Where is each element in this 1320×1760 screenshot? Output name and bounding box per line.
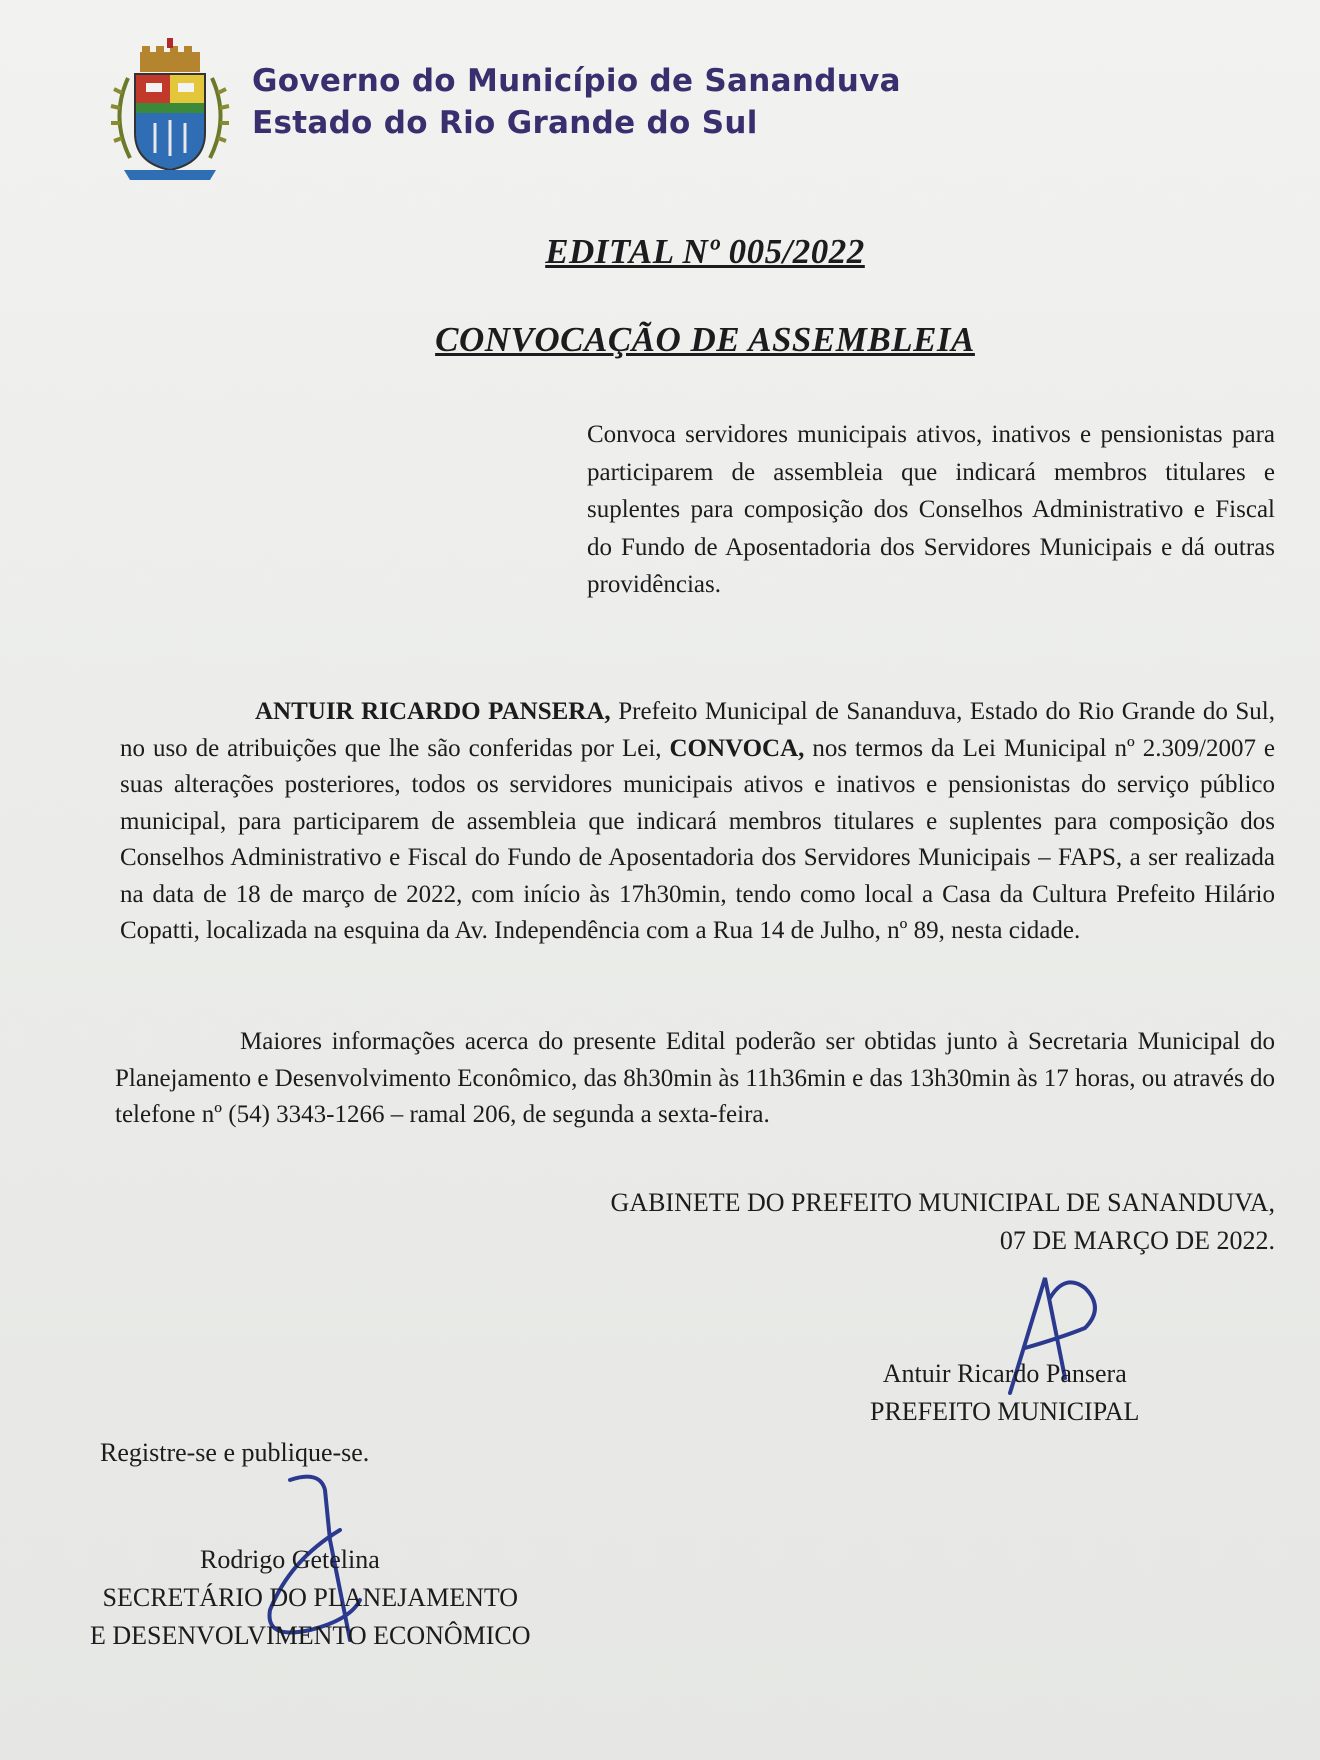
coat-of-arms-icon xyxy=(100,38,240,188)
ementa: Convoca servidores municipais ativos, inativos e pensionistas para participarem de assembleia que indicará membros titulares e suplentes para composição dos Conselhos Administrativo e Fiscal do Fundo de Aposentadoria dos Servidores Municipais e dá outras providências. xyxy=(587,421,1275,598)
paragraph-text: Prefeito Municipal de Sananduva, Estado do Rio Grande do Sul, no uso de atribuições que lhe são conferidas por Lei, xyxy=(120,698,1275,762)
closing-line: GABINETE DO PREFEITO MUNICIPAL DE SANANDUVA, xyxy=(610,1188,1275,1217)
letterhead xyxy=(100,38,920,188)
state-name: Estado do Rio Grande do Sul xyxy=(252,105,758,141)
mayor-name-bold: ANTUIR RICARDO PANSERA, xyxy=(255,698,611,725)
government-name: Governo do Município de Sananduva xyxy=(252,63,901,99)
government-heading xyxy=(252,60,1012,144)
mayor-title: PREFEITO MUNICIPAL xyxy=(870,1397,1140,1426)
secretary-title: SECRETÁRIO DO PLANEJAMENTO xyxy=(102,1583,519,1612)
mayor-signature-block xyxy=(870,1355,1139,1431)
closing-place-date xyxy=(611,1184,1275,1260)
edital-subject: CONVOCAÇÃO DE ASSEMBLEIA xyxy=(435,320,975,359)
convoca-bold: CONVOCA, xyxy=(669,734,805,762)
secretary-title-2: E DESENVOLVIMENTO ECONÔMICO xyxy=(90,1621,531,1650)
edital-number: EDITAL Nº 005/2022 xyxy=(545,232,865,271)
secretary-name: Rodrigo Getelina xyxy=(200,1545,380,1574)
mayor-name: Antuir Ricardo Pansera xyxy=(882,1359,1127,1388)
main-paragraph xyxy=(120,694,1275,950)
secretary-signature-block xyxy=(90,1541,531,1655)
closing-date: 07 DE MARÇO DE 2022. xyxy=(999,1226,1275,1255)
paragraph-text: nos termos da Lei Municipal nº 2.309/2007 e suas alterações posteriores, todos os servidores municipais ativos e inativos e pensionistas do serviço público municipal, para participarem de assembleia que indicará membros titulares e suplentes para composição dos Conselhos Administrativo e Fiscal do Fundo de Aposentadoria dos Servidores Municipais – FAPS, a ser realizada na data de 18 de março de 2022, com início às 17h30min, tendo como local a Casa da Cultura Prefeito Hilário Copatti, localizada na esquina da Av. Independência com a Rua 14 de Julho, nº 89, nesta cidade. xyxy=(120,734,1275,944)
info-paragraph: Maiores informações acerca do presente Edital poderão ser obtidas junto à Secretaria Municipal do Planejamento e Desenvolvimento Econômico, das 8h30min às 11h36min e das 13h30min às 17 horas, ou através do telefone nº (54) 3343-1266 – ramal 206, de segunda a sexta-feira. xyxy=(115,1028,1275,1128)
register-publish: Registre-se e publique-se. xyxy=(100,1438,370,1467)
